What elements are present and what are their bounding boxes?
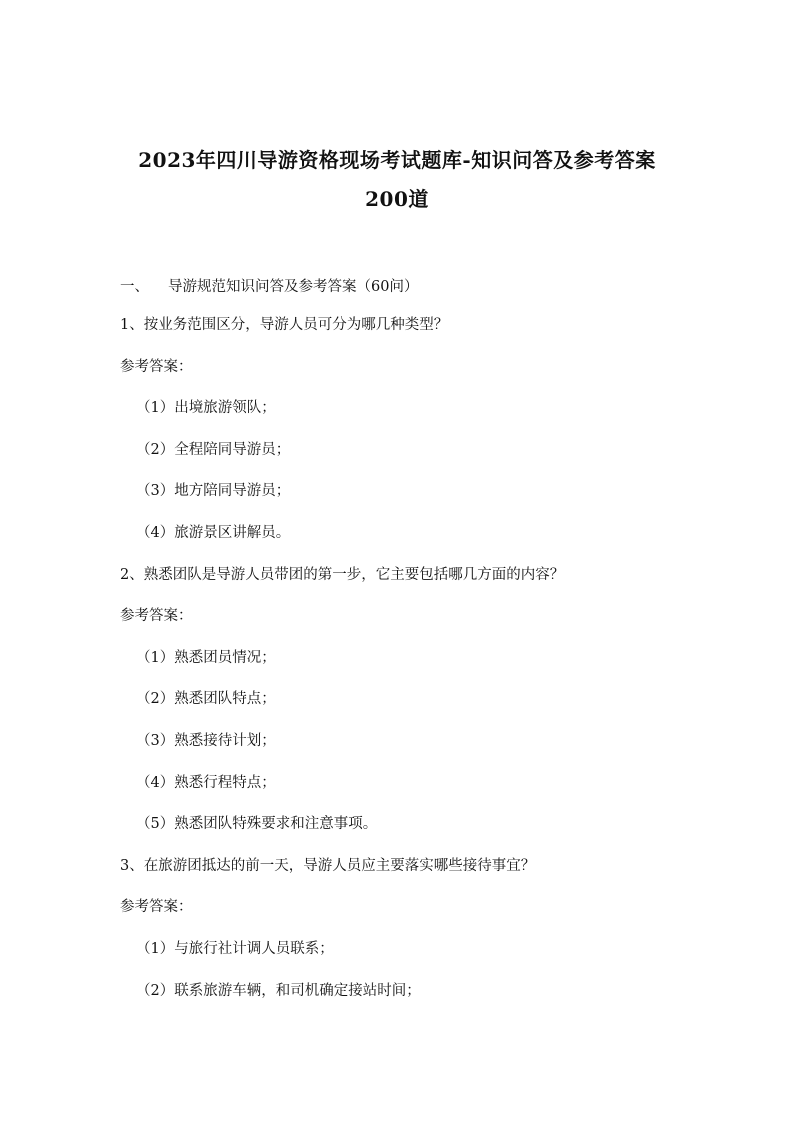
question-1: 1、按业务范围区分，导游人员可分为哪几种类型？ xyxy=(120,317,449,333)
document-title-line1: 2023年四川导游资格现场考试题库-知识问答及参考答案 xyxy=(138,148,656,172)
answer-item: （2）联系旅游车辆，和司机确定接站时间； xyxy=(136,983,421,999)
answer-item: （1）与旅行社计调人员联系； xyxy=(136,941,334,957)
question-3: 3、在旅游团抵达的前一天，导游人员应主要落实哪些接待事宜？ xyxy=(120,858,536,874)
answer-item: （3）熟悉接待计划； xyxy=(136,733,276,749)
section-number: 一、 xyxy=(120,279,149,295)
answer-item: （4）熟悉行程特点； xyxy=(136,775,276,791)
answer-item: （1）熟悉团员情况； xyxy=(136,650,276,666)
answer-item: （2）全程陪同导游员； xyxy=(136,442,291,458)
answer-item: （3）地方陪同导游员； xyxy=(136,483,291,499)
answer-item: （5）熟悉团队特殊要求和注意事项。 xyxy=(136,816,378,832)
section-title: 导游规范知识问答及参考答案（60问） xyxy=(168,279,419,295)
question-2: 2、熟悉团队是导游人员带团的第一步，它主要包括哪几方面的内容？ xyxy=(120,567,565,583)
answer-item: （1）出境旅游领队； xyxy=(136,400,276,416)
answer-item: （2）熟悉团队特点； xyxy=(136,691,276,707)
answer-item: （4）旅游景区讲解员。 xyxy=(136,525,291,541)
answer-label-2: 参考答案： xyxy=(120,608,193,624)
answer-label-3: 参考答案： xyxy=(120,899,193,915)
answer-label-1: 参考答案： xyxy=(120,359,193,375)
document-title-line2: 200道 xyxy=(365,187,429,211)
